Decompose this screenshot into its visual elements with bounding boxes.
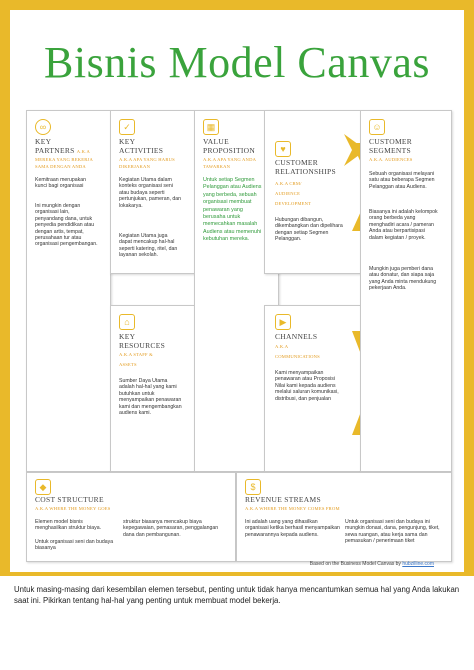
revenue-text-2: Untuk organisasi seni dan budaya ini mungkin donasi, dana, pengunjung, tiket, sewa ruangan, atau kerja sama dan pemasukan / penerimaan tiket — [345, 519, 440, 545]
resources-subtitle-2: ASSETS — [119, 362, 137, 367]
activities-text-1: Kegiatan Utama dalam konteks organisasi seni atau budaya seperti pertunjukan, pameran, dan lokakarya. — [119, 177, 182, 209]
relationships-heading-1: CUSTOMER — [275, 158, 319, 167]
partners-text-1: Kemitraan merupakan kunci bagi organisasi — [35, 177, 87, 190]
credit-link[interactable]: hubzilline.com — [402, 561, 434, 567]
revenue-heading: REVENUE STREAMS — [245, 495, 321, 504]
footnote-paragraph: Untuk masing-masing dari kesembilan elemen tersebut, penting untuk tidak hanya mencantumkan semua hal yang Anda lakukan saat ini. Pikirkan tentang hal-hal yang penting untuk membuat model bekerja. — [14, 585, 460, 605]
relationships-text-1: Hubungan dibangun, dikembangkan dan dipelihara dengan setiap Segmen Pelanggan. — [275, 217, 343, 243]
channels-heading: CHANNELS — [275, 332, 318, 341]
building-icon: ⌂ — [119, 314, 135, 330]
key-resources-box — [110, 305, 195, 472]
activities-heading-2: ACTIVITIES — [119, 146, 164, 155]
activities-heading-1: KEY — [119, 137, 136, 146]
resources-heading-2: RESOURCES — [119, 341, 166, 350]
relationships-subtitle-3: DEVELOPMENT — [275, 201, 312, 206]
partners-heading-1: KEY — [35, 137, 52, 146]
partners-text-2: Ini mungkin dengan organisasi lain, penyandang dana, untuk penyedia pendidikan atau dengan artis, tempat, perusahaan tur atau organisasi pengembangan. — [35, 203, 98, 248]
heart-icon: ♥ — [275, 141, 291, 157]
cost-subtitle: A.K.A WHERE THE MONEY GOES — [35, 506, 111, 511]
cost-text-1: Elemen model bisnis menghasilkan struktur biaya. — [35, 519, 102, 532]
revenue-subtitle: A.K.A WHERE THE MONEY COMES FROM — [245, 506, 340, 511]
cost-text-2: Untuk organisasi seni dan budaya biasanya — [35, 539, 114, 552]
revenue-streams-box — [236, 472, 452, 562]
segments-text-2: Biasanya ini adalah kelompok orang berbeda yang menghadiri acara / pameran Anda atau berpartisipasi dalam kegiatan / proyek. — [369, 209, 438, 241]
revenue-text-1: Ini adalah uang yang dihasilkan organisasi ketika berhasil menyampaikan penawarannya kepada audiens. — [245, 519, 340, 538]
segments-text-3: Mungkin juga pemberi dana atau donatur, dan siapa saja yang Anda minta mendukung pekerjaan Anda. — [369, 266, 437, 292]
cost-structure-box — [26, 472, 236, 562]
segments-heading-1: CUSTOMER — [369, 137, 413, 146]
partners-subtitle: MEREKA YANG BEKERJA SAMA DENGAN ANDA — [35, 157, 93, 169]
resources-text-1: Sumber Daya Utama adalah hal-hal yang kami butuhkan untuk menyampaikan penawaran kami dan mengembangkan audiens kami. — [119, 378, 182, 417]
value-text-1: Untuk setiap Segmen Pelanggan atau Audiens yang berbeda, sebuah organisasi membuat penawaran yang berusaha untuk memecahkan masalah Audiens atau memenuhi kebutuhan mereka. — [203, 177, 262, 243]
resources-subtitle-1: A.K.A STAFF & — [119, 352, 153, 357]
relationships-subtitle-2: AUDIENCE — [275, 191, 301, 196]
value-heading-1: VALUE — [203, 137, 229, 146]
cost-text-3: struktur biasanya mencakup biaya kepegawaian, pemasaran, penggalangan dana dan pembangunan. — [123, 519, 219, 538]
credit-line: Based on the Business Model Canvas by hubzilline.com — [309, 561, 434, 567]
truck-icon: ▶ — [275, 314, 291, 330]
relationships-subtitle-1: A.K.A CRM/ — [275, 181, 302, 186]
channels-text-1: Kami menyampaikan penawaran atau Proposisi Nilai kami kepada audiens melalui saluran komunikasi, distribusi, dan penjualan — [275, 370, 339, 402]
tag-icon: ◆ — [35, 479, 51, 495]
people-icon: ☺ — [369, 119, 385, 135]
channels-subtitle-2: COMMUNICATIONS — [275, 354, 320, 359]
activities-subtitle: A.K.A APA YANG HARUS DIKERJAKAN — [119, 157, 175, 169]
segments-heading-2: SEGMENTS — [369, 146, 411, 155]
segments-subtitle: A.K.A. AUDIENCES — [369, 157, 413, 162]
checklist-icon: ✓ — [119, 119, 135, 135]
key-activities-box — [110, 110, 195, 274]
money-icon: $ — [245, 479, 261, 495]
value-subtitle: A.K.A APA YANG ANDA TAWARKAN — [203, 157, 256, 169]
value-heading-2: PROPOSITION — [203, 146, 256, 155]
channels-subtitle-1: A.K.A — [275, 344, 289, 349]
gift-icon: ▦ — [203, 119, 219, 135]
partners-heading-2: PARTNERS A.K.A — [35, 146, 91, 155]
activities-text-2: Kegiatan Utama juga dapat mencakup hal-hal seperti katering, ritel, dan layanan sekolah. — [119, 233, 178, 259]
page-title: Bisnis Model Canvas — [44, 38, 430, 87]
cost-heading: COST STRUCTURE — [35, 495, 104, 504]
relationships-heading-2: RELATIONSHIPS — [275, 167, 336, 176]
key-partners-box — [26, 110, 111, 472]
customer-segments-box — [360, 110, 452, 472]
segments-text-1: Sebuah organisasi melayani satu atau beberapa Segmen Pelanggan atau Audiens. — [369, 171, 435, 190]
handshake-icon: ∞ — [35, 119, 51, 135]
resources-heading-1: KEY — [119, 332, 136, 341]
